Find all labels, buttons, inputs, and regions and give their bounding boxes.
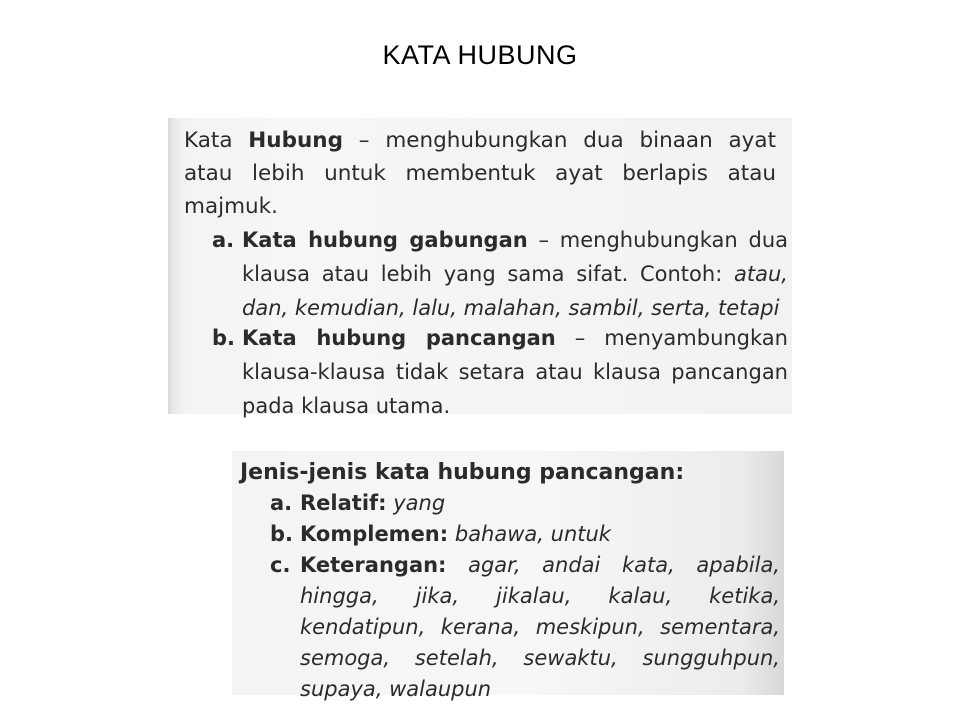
list-marker: b.: [212, 326, 236, 350]
definition-paragraph: [184, 124, 776, 223]
list-marker: c.: [270, 553, 291, 577]
list-item-examples: atau, dan, kemudian, lalu, malahan, sambil, serta, tetapi: [242, 262, 788, 320]
list-item-description: – menghubungkan dua klausa atau lebih yang sama sifat. Contoh:: [242, 228, 788, 286]
list-item: [270, 488, 780, 519]
list-item-text: [242, 321, 788, 423]
list-marker: a.: [270, 491, 293, 515]
list-item-examples: yang: [393, 491, 446, 515]
list-item: [212, 223, 788, 325]
list-item-term: Kata hubung gabungan: [242, 228, 528, 252]
definition-term: Hubung: [248, 128, 343, 153]
list-item-text: [300, 550, 780, 705]
list-item-term: Relatif:: [300, 491, 387, 515]
definition-text: – menghubungkan dua binaan ayat atau lebih untuk membentuk ayat berlapis atau majmuk.: [184, 128, 776, 219]
list-marker: b.: [270, 522, 294, 546]
list-item: [270, 519, 780, 550]
list-item-term: Kata hubung pancangan: [242, 326, 556, 350]
types-heading: Jenis-jenis kata hubung pancangan:: [240, 460, 685, 485]
types-excerpt: [232, 451, 784, 701]
list-item-examples: bahawa, untuk: [454, 522, 611, 546]
list-item-text: [300, 519, 780, 550]
list-item-text: [300, 488, 780, 519]
definition-excerpt: [168, 118, 792, 418]
list-item-examples: agar, andai kata, apabila, hingga, jika, jikalau, kalau, ketika, kendatipun, kerana, meskipun, sementara, semoga, setelah, sewaktu, sungguhpun, supaya, walaupun: [300, 553, 780, 701]
definition-term-prefix: Kata: [184, 128, 249, 153]
list-item-term: Keterangan:: [300, 553, 447, 577]
list-item-description: – menyambungkan klausa-klausa tidak setara atau klausa pancangan pada klausa utama.: [242, 326, 788, 418]
list-item-term: Komplemen:: [300, 522, 449, 546]
list-item: [212, 321, 788, 423]
list-marker: a.: [212, 228, 235, 252]
list-item-text: [242, 223, 788, 325]
page-title: KATA HUBUNG: [382, 40, 578, 70]
list-item: [270, 550, 780, 705]
